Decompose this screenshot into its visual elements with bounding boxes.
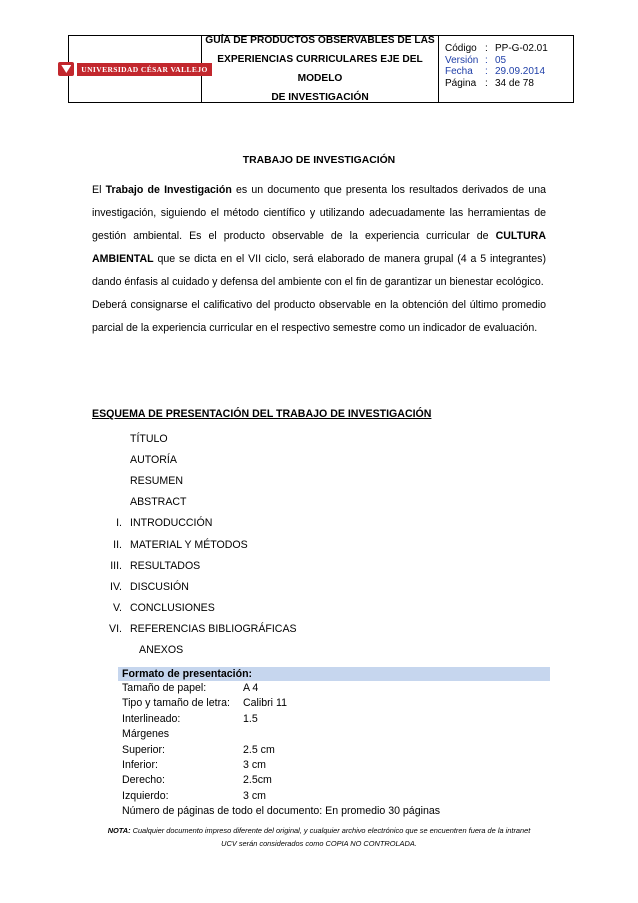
meta-row-code — [445, 43, 573, 55]
page-count-line: Número de páginas de todo el documento: En promedio 30 páginas — [122, 805, 441, 817]
format-row — [118, 712, 550, 727]
format-key: Derecho: — [122, 774, 165, 787]
paragraph-grading: Deberá consignarse el calificativo del producto observable en la obtención del último promedio parcial de la experiencia curricular en el respectivo semestre como un indicador de evaluación. — [92, 299, 546, 334]
outline-item — [92, 449, 297, 470]
format-heading: Formato de presentación: — [118, 667, 550, 681]
format-value: 3 cm — [243, 758, 266, 771]
outline-item — [92, 534, 297, 555]
meta-sep: : — [485, 43, 488, 54]
outline-label: TÍTULO — [130, 432, 168, 445]
meta-value: 34 de 78 — [495, 77, 534, 89]
meta-key: Página — [445, 77, 477, 89]
outline-label: DISCUSIÓN — [130, 580, 189, 593]
logo-text: UNIVERSIDAD CÉSAR VALLEJO — [77, 63, 211, 76]
header-title-line: DE INVESTIGACIÓN — [271, 92, 369, 103]
outline-label: AUTORÍA — [130, 453, 177, 466]
format-row — [118, 696, 550, 711]
footer-note-line1 — [0, 824, 638, 837]
format-value: A 4 — [243, 682, 259, 694]
header-title — [202, 36, 439, 102]
outline-number: III. — [110, 559, 122, 572]
note-label: NOTA: — [107, 826, 131, 835]
outline-list — [92, 428, 297, 661]
bold-run: Trabajo de Investigación — [105, 184, 232, 196]
format-key: Tamaño de papel: — [122, 682, 207, 694]
format-key: Interlineado: — [122, 712, 181, 725]
format-value: 3 cm — [243, 789, 266, 802]
format-value: 1.5 — [243, 712, 258, 725]
meta-value: PP-G-02.01 — [495, 43, 548, 54]
format-key: Superior: — [122, 743, 165, 756]
text-run: que se dicta en el VII ciclo, será elaborado de manera grupal (4 a 5 integrantes) dando énfasis al cuidado y defensa del ambiente con el fin de garantizar un bienestar ecológico. — [92, 253, 546, 288]
outline-label: INTRODUCCIÓN — [130, 517, 213, 530]
format-key: Izquierdo: — [122, 789, 169, 802]
header-meta — [439, 36, 573, 102]
outline-number: IV. — [110, 580, 122, 593]
format-key: Márgenes — [122, 728, 170, 741]
header-title-line: GUÍA DE PRODUCTOS OBSERVABLES DE LAS — [205, 35, 435, 46]
outline-number: V. — [112, 602, 122, 615]
footer-note — [0, 824, 638, 850]
document-header — [68, 35, 574, 103]
university-logo — [69, 36, 208, 102]
body-text — [92, 179, 546, 340]
format-row — [118, 789, 550, 804]
format-row — [118, 727, 550, 742]
meta-value: 29.09.2014 — [495, 66, 546, 77]
format-row — [118, 743, 550, 758]
outline-label: MATERIAL Y MÉTODOS — [130, 538, 248, 551]
meta-key: Versión — [445, 54, 479, 66]
format-row — [118, 773, 550, 788]
outline-number: II. — [113, 538, 122, 551]
outline-label: RESUMEN — [130, 474, 183, 487]
format-value: 2.5 cm — [243, 743, 275, 756]
document-title: TRABAJO DE INVESTIGACIÓN — [242, 155, 396, 166]
format-row — [118, 681, 550, 696]
outline-item — [92, 598, 297, 619]
text-run: es un documento que presenta los resultados derivados de una investigación, siguiendo el método científico y utilizando adecuadamente las herramientas de gestión ambiental. Es el producto observable de la experiencia curricular de — [92, 184, 546, 242]
outline-item — [92, 513, 297, 534]
outline-item — [92, 576, 297, 597]
note-text: Cualquier documento impreso diferente del original, y cualquier archivo electrónico que se encuentren fuera de la intranet — [130, 826, 531, 835]
paragraph-intro — [92, 179, 546, 294]
outline-annex: ANEXOS — [139, 644, 184, 657]
outline-number: I. — [116, 517, 122, 530]
outline-item — [92, 555, 297, 576]
meta-row-version — [445, 55, 573, 67]
meta-key: Fecha — [445, 66, 473, 77]
meta-sep: : — [485, 77, 488, 89]
outline-item — [92, 492, 297, 513]
meta-row-date — [445, 66, 573, 78]
format-value: 2.5cm — [243, 774, 272, 787]
outline-number: VI. — [109, 623, 122, 636]
footer-note-line2: UCV serán considerados como COPIA NO CONTROLADA. — [221, 839, 417, 848]
outline-label: RESULTADOS — [130, 559, 201, 572]
format-value: Calibri 11 — [243, 697, 287, 710]
meta-row-page — [445, 78, 573, 90]
outline-label: CONCLUSIONES — [130, 602, 215, 615]
schema-title: ESQUEMA DE PRESENTACIÓN DEL TRABAJO DE INVESTIGACIÓN — [92, 408, 432, 420]
meta-sep: : — [485, 66, 488, 77]
outline-item — [92, 619, 297, 640]
meta-sep: : — [485, 54, 488, 66]
outline-label: ABSTRACT — [130, 496, 187, 509]
outline-label: REFERENCIAS BIBLIOGRÁFICAS — [130, 623, 297, 636]
format-key: Tipo y tamaño de letra: — [122, 697, 230, 710]
outline-item — [92, 470, 297, 491]
meta-value: 05 — [495, 54, 507, 66]
format-row — [118, 758, 550, 773]
outline-item — [92, 428, 297, 449]
bold-run: CULTURA AMBIENTAL — [92, 230, 546, 265]
meta-key: Código — [445, 43, 477, 54]
text-run: El — [92, 184, 106, 196]
university-seal-icon — [58, 62, 74, 76]
format-box — [118, 667, 550, 804]
header-title-line: EXPERIENCIAS CURRICULARES EJE DEL MODELO — [217, 54, 423, 84]
format-key: Inferior: — [122, 758, 158, 771]
